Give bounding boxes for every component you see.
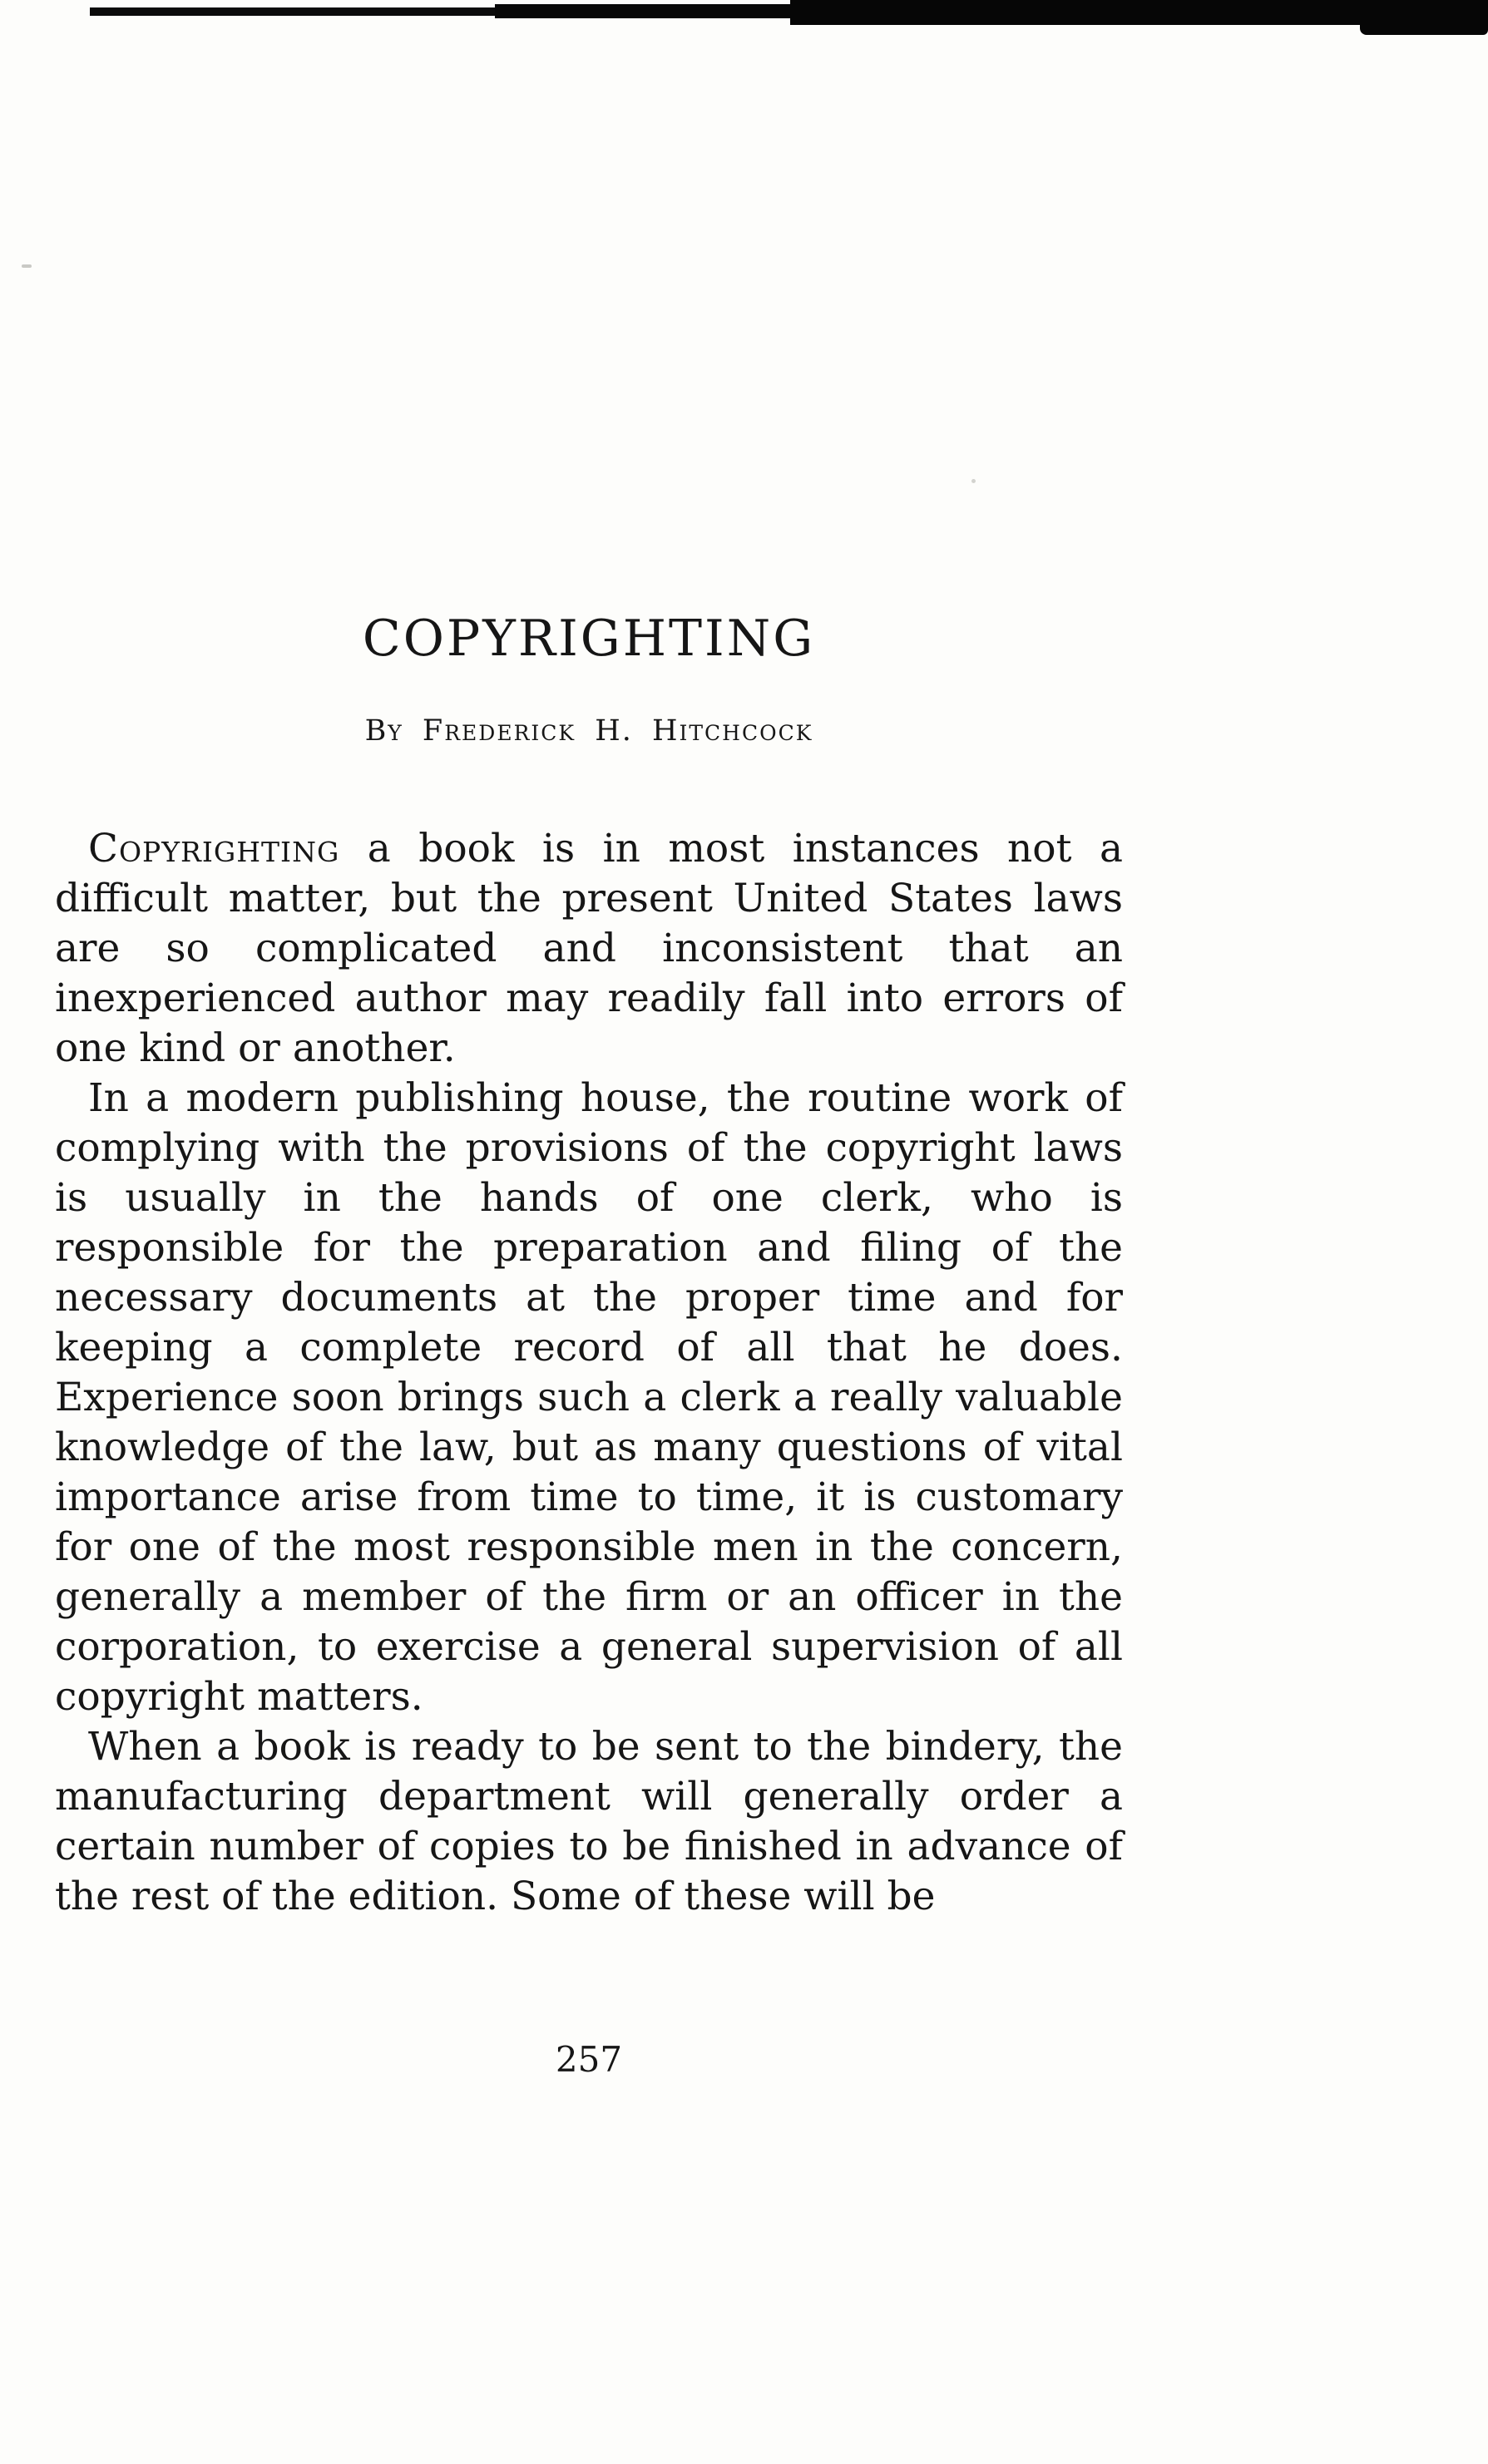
body-text [55,824,1123,1922]
paragraph-text: In a modern publishing house, the routine work of complying with the provisions of the copyright laws is usually in the hands of one clerk, who is responsible for the preparation and filing of the necessary documents at the proper time and for keeping a complete record of all that he does. Experience soon brings such a clerk a really valuable knowledge of the law, but as many questions of vital importance arise from time to time, it is customary for one of the most responsible men in the concern, generally a member of the firm or an officer in the corporation, to exercise a general supervision of all copyright matters. [55,1075,1123,1720]
paragraph [55,1074,1123,1722]
page-number: 257 [555,2039,623,2080]
paragraph [55,1722,1123,1922]
paragraph-text: When a book is ready to be sent to the bindery, the manufacturing department will generally order a certain number of copies to be finished in advance of the rest of the edition. Some of these will be [55,1724,1123,1919]
scan-speckle [22,264,32,268]
author-byline: By Frederick H. Hitchcock [364,714,813,748]
paragraph-text: a book is in most instances not a difficult matter, but the present United States laws are so complicated and inconsistent that an inexperienced author may readily fall into errors of one kind or another. [55,826,1123,1071]
chapter-title: COPYRIGHTING [362,610,816,668]
scan-artifact-ink-blob [1360,22,1488,35]
page-content [55,0,1123,1922]
paragraph-lead-smallcaps: Copyrighting [88,826,340,872]
paragraph [55,824,1123,1074]
